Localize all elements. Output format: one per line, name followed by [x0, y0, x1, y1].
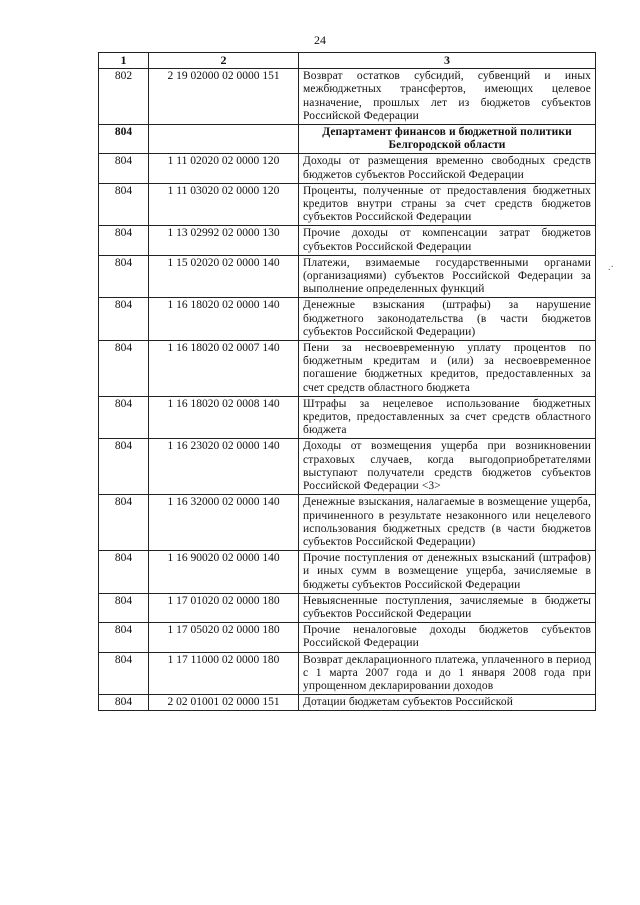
revenue-code-cell: 1 16 18020 02 0007 140	[149, 341, 299, 397]
admin-code-cell: 804	[99, 255, 149, 298]
table-row	[99, 623, 596, 652]
description-cell: Возврат остатков субсидий, субвенций и иных межбюджетных трансфертов, имеющих целевое назначение, прошлых лет из бюджетов субъектов Российской Федерации	[299, 69, 596, 125]
description-cell: Прочие доходы от компенсации затрат бюджетов субъектов Российской Федерации	[299, 226, 596, 255]
table-row	[99, 495, 596, 551]
revenue-code-cell: 1 11 02020 02 0000 120	[149, 154, 299, 183]
revenue-code-cell: 1 13 02992 02 0000 130	[149, 226, 299, 255]
revenue-code-cell: 1 16 32000 02 0000 140	[149, 495, 299, 551]
table-row	[99, 69, 596, 125]
description-cell: Доходы от размещения временно свободных средств бюджетов субъектов Российской Федерации	[299, 154, 596, 183]
department-row	[99, 125, 596, 154]
description-cell: Платежи, взимаемые государственными органами (организациями) субъектов Российской Федерации за выполнение определенных функций	[299, 255, 596, 298]
revenue-code-cell: 1 16 23020 02 0000 140	[149, 439, 299, 495]
table-body	[99, 69, 596, 711]
revenue-code-cell: 1 11 03020 02 0000 120	[149, 183, 299, 226]
table-header-row	[99, 53, 596, 69]
table-row	[99, 695, 596, 711]
admin-code-cell: 804	[99, 125, 149, 154]
admin-code-cell: 804	[99, 495, 149, 551]
revenue-code-cell: 1 15 02020 02 0000 140	[149, 255, 299, 298]
description-cell: Штрафы за нецелевое использование бюджетных кредитов, предоставленных за счет средств областного бюджета	[299, 396, 596, 439]
table-row	[99, 183, 596, 226]
admin-code-cell: 804	[99, 623, 149, 652]
admin-code-cell: 804	[99, 551, 149, 594]
revenue-code-cell: 1 17 11000 02 0000 180	[149, 652, 299, 695]
description-cell: Прочие поступления от денежных взысканий (штрафов) и иных сумм в возмещение ущерба, зачисляемые в бюджеты субъектов Российской Федерации	[299, 551, 596, 594]
scan-artifact: .·	[608, 262, 614, 273]
header-col-2: 2	[149, 53, 299, 69]
description-cell: Проценты, полученные от предоставления бюджетных кредитов внутри страны за счет средств бюджетов субъектов Российской Федерации	[299, 183, 596, 226]
table-row	[99, 226, 596, 255]
description-cell: Денежные взыскания (штрафы) за нарушение бюджетного законодательства (в части бюджетов субъектов Российской Федерации)	[299, 298, 596, 341]
admin-code-cell: 804	[99, 396, 149, 439]
admin-code-cell: 804	[99, 593, 149, 622]
page-number: 24	[314, 33, 326, 47]
revenue-code-cell: 1 17 01020 02 0000 180	[149, 593, 299, 622]
description-cell: Департамент финансов и бюджетной политики Белгородской области	[299, 125, 596, 154]
revenue-code-cell: 1 16 18020 02 0000 140	[149, 298, 299, 341]
admin-code-cell: 804	[99, 154, 149, 183]
table-row	[99, 298, 596, 341]
description-cell: Возврат декларационного платежа, уплаченного в период с 1 марта 2007 года и до 1 января 2008 года при упрощенном декларировании доходов	[299, 652, 596, 695]
table-row	[99, 551, 596, 594]
revenue-code-cell	[149, 125, 299, 154]
description-cell: Доходы от возмещения ущерба при возникновении страховых случаев, когда выгодоприобретателями выступают получатели средств бюджетов субъектов Российской Федерации <3>	[299, 439, 596, 495]
revenue-code-cell: 1 16 90020 02 0000 140	[149, 551, 299, 594]
table-row	[99, 396, 596, 439]
description-cell: Невыясненные поступления, зачисляемые в бюджеты субъектов Российской Федерации	[299, 593, 596, 622]
header-col-1: 1	[99, 53, 149, 69]
admin-code-cell: 804	[99, 439, 149, 495]
admin-code-cell: 804	[99, 226, 149, 255]
revenue-code-cell: 2 19 02000 02 0000 151	[149, 69, 299, 125]
description-cell: Пени за несвоевременную уплату процентов по бюджетным кредитам и (или) за несвоевременное погашение бюджетных кредитов, предоставленных за счет средств областного бюджета	[299, 341, 596, 397]
table-row	[99, 439, 596, 495]
admin-code-cell: 804	[99, 695, 149, 711]
table-row	[99, 593, 596, 622]
budget-revenue-table	[98, 52, 596, 711]
admin-code-cell: 804	[99, 341, 149, 397]
header-col-3: 3	[299, 53, 596, 69]
revenue-code-cell: 1 17 05020 02 0000 180	[149, 623, 299, 652]
table-row	[99, 341, 596, 397]
table-row	[99, 255, 596, 298]
admin-code-cell: 804	[99, 183, 149, 226]
admin-code-cell: 802	[99, 69, 149, 125]
table-row	[99, 154, 596, 183]
description-cell: Дотации бюджетам субъектов Российской	[299, 695, 596, 711]
revenue-code-cell: 1 16 18020 02 0008 140	[149, 396, 299, 439]
table-row	[99, 652, 596, 695]
description-cell: Денежные взыскания, налагаемые в возмещение ущерба, причиненного в результате незаконного или нецелевого использования бюджетных средств (в части бюджетов субъектов Российской Федерации)	[299, 495, 596, 551]
admin-code-cell: 804	[99, 652, 149, 695]
revenue-code-cell: 2 02 01001 02 0000 151	[149, 695, 299, 711]
admin-code-cell: 804	[99, 298, 149, 341]
description-cell: Прочие неналоговые доходы бюджетов субъектов Российской Федерации	[299, 623, 596, 652]
